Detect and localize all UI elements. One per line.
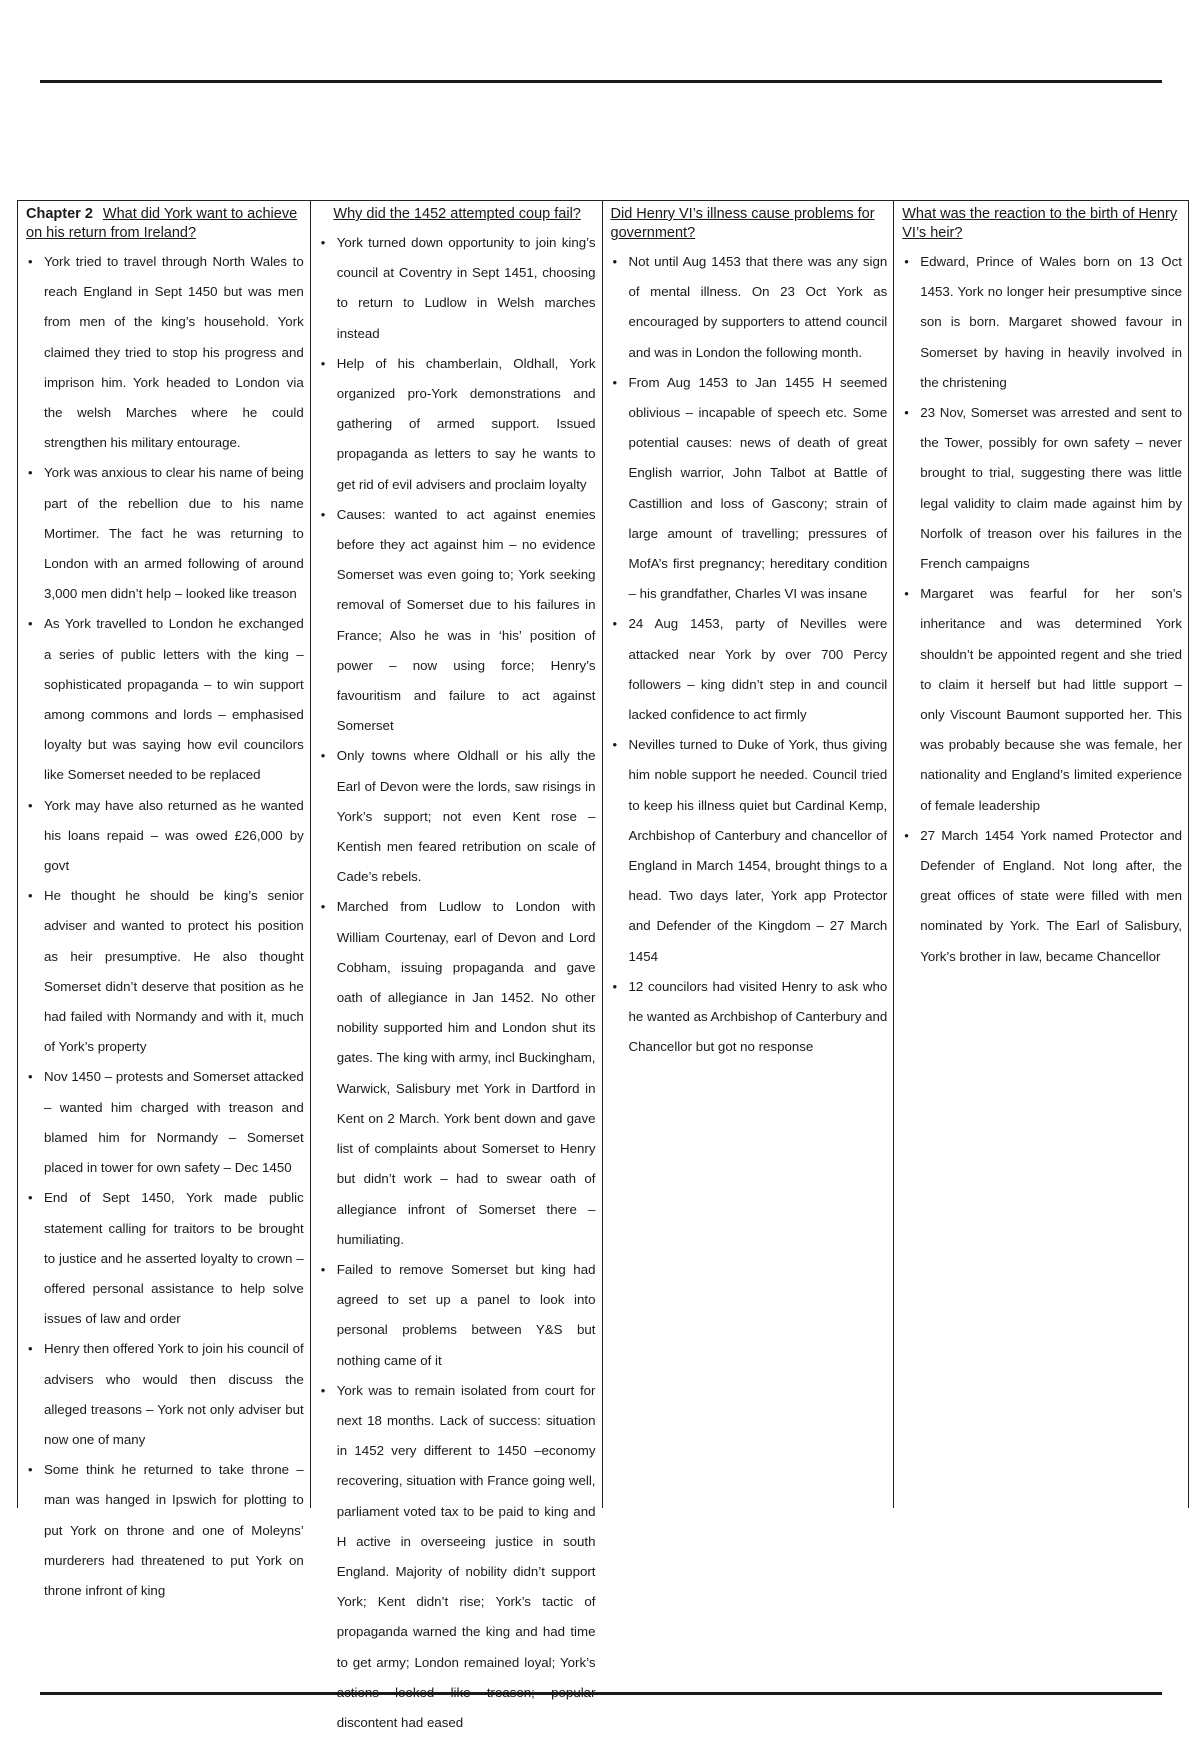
bullet-item: • Help of his chamberlain, Oldhall, York organized pro-York demonstrations and gathering of armed support. Issued propaganda as letters to say he wants to get rid of evil advisers and proclaim loyalty	[319, 349, 596, 500]
bullet-list	[902, 247, 1182, 972]
bullet-list	[26, 247, 304, 1606]
chapter-label: Chapter 2	[26, 206, 93, 222]
bullet-item: • 23 Nov, Somerset was arrested and sent to the Tower, possibly for own safety – never brought to trial, suggesting there was little legal validity to claim made against him by Norfolk of treason over his failures in the French campaigns	[902, 398, 1182, 579]
bullet-item: • York was anxious to clear his name of being part of the rebellion due to his name Mortimer. The fact he was returning to London with an armed following of around 3,000 men didn’t help – looked like treason	[26, 458, 304, 609]
bullet-item: • York was to remain isolated from court for next 18 months. Lack of success: situation in 1452 very different to 1450 –economy recovering, situation with France going well, parliament voted tax to be paid to king and H active in overseeing justice in south England. Majority of nobility didn’t support York; Kent didn’t rise; York’s tactic of propaganda warned the king and had time to get army; London remained loyal; York’s discontent had eased	[319, 1376, 596, 1738]
bullet-item: • Causes: wanted to act against enemies before they act against him – no evidence Somerset was even going to; York seeking removal of Somerset due to his failures in France; Also he was in ‘his’ position of power – now using force; Henry’s favouritism and failure to act against Somerset	[319, 500, 596, 742]
top-rule	[40, 80, 1162, 83]
bullet-item: • 12 councilors had visited Henry to ask who he wanted as Archbishop of Canterbury and Chancellor but got no response	[611, 972, 888, 1063]
bullet-item: • 24 Aug 1453, party of Nevilles were attacked near York by over 700 Percy followers – king didn’t step in and council lacked confidence to act firmly	[611, 609, 888, 730]
bullet-item: • York tried to travel through North Wales to reach England in Sept 1450 but was men from men of the king’s household. York claimed they tried to stop his progress and imprison him. York headed to London via the welsh Marches where he could strengthen his military entourage.	[26, 247, 304, 458]
bullet-item: • York may have also returned as he wanted his loans repaid – was owed £26,000 by govt	[26, 791, 304, 882]
bullet-item: • York turned down opportunity to join king’s council at Coventry in Sept 1451, choosing to return to Ludlow in Welsh marches instead	[319, 228, 596, 349]
heading-text: Did Henry VI’s illness cause problems for government?	[610, 206, 875, 241]
heading-text: What did York want to achieve on his return from Ireland?	[26, 206, 298, 241]
column-heading	[319, 205, 596, 224]
bullet-item: • End of Sept 1450, York made public statement calling for traitors to be brought to justice and he asserted loyalty to crown – offered personal assistance to help solve issues of law and order	[26, 1183, 304, 1334]
bottom-rule	[40, 1692, 1162, 1695]
heading-text: Why did the 1452 attempted coup fail?	[333, 206, 581, 222]
column-york-return	[18, 201, 311, 1598]
bullet-item: • Henry then offered York to join his council of advisers who would then discuss the alleged treasons – York not only adviser but now one of many	[26, 1334, 304, 1455]
bullet-list	[319, 228, 596, 1738]
column-heading	[611, 205, 888, 243]
bullet-item: • Marched from Ludlow to London with William Courtenay, earl of Devon and Lord Cobham, issuing propaganda and gave oath of allegiance in Jan 1452. No other nobility supported him and London shut its gates. The king with army, incl Buckingham, Warwick, Salisbury met York in Dartford in Kent on 2 March. York bent down and gave list of complaints about Somerset to Henry but didn’t work – had to swear oath of allegiance infront of Somerset there – humiliating.	[319, 892, 596, 1254]
bullet-item: • Nov 1450 – protests and Somerset attacked – wanted him charged with treason and blamed him for Normandy – Somerset placed in tower for own safety – Dec 1450	[26, 1062, 304, 1183]
bullet-item: • Some think he returned to take throne – man was hanged in Ipswich for plotting to put York on throne and one of Moleyns’ murderers had threatened to put York on throne infront of king	[26, 1455, 304, 1606]
bullet-item: • As York travelled to London he exchanged a series of public letters with the king – sophisticated propaganda – to win support among commons and lords – emphasised loyalty but was saying how evil councilors like Somerset needed to be replaced	[26, 609, 304, 790]
bullet-item: • Failed to remove Somerset but king had agreed to set up a panel to look into personal problems between Y&S but nothing came of it	[319, 1255, 596, 1376]
bullet-item: • He thought he should be king’s senior adviser and wanted to protect his position as heir presumptive. He also thought Somerset didn’t deserve that position as he had failed with Normandy and with it, much of York’s property	[26, 881, 304, 1062]
bullet-item: • Not until Aug 1453 that there was any sign of mental illness. On 23 Oct York as encouraged by supporters to attend council and was in London the following month.	[611, 247, 888, 368]
bullet-item: • Edward, Prince of Wales born on 13 Oct 1453. York no longer heir presumptive since son is born. Margaret showed favour in Somerset by having in heavily involved in the christening	[902, 247, 1182, 398]
bullet-item: • 27 March 1454 York named Protector and Defender of England. Not long after, the great offices of state were filled with men nominated by York. The Earl of Salisbury, York’s brother in law, became Chancellor	[902, 821, 1182, 972]
notes-table	[17, 200, 1189, 1730]
column-heading	[902, 205, 1182, 243]
heading-text: What was the reaction to the birth of Henry VI’s heir?	[902, 206, 1178, 241]
bullet-item: • Nevilles turned to Duke of York, thus giving him noble support he needed. Council tried to keep his illness quiet but Cardinal Kemp, Archbishop of Canterbury and chancellor of England in March 1454, brought things to a head. Two days later, York app Protector and Defender of the Kingdom – 27 March 1454	[611, 730, 888, 972]
column-henry-illness	[603, 201, 895, 1508]
bullet-list	[611, 247, 888, 1062]
column-heading	[26, 205, 304, 243]
bullet-item: • Only towns where Oldhall or his ally the Earl of Devon were the lords, saw risings in York’s support; not even Kent rose – Kentish men feared retribution on scale of Cade’s rebels.	[319, 741, 596, 892]
column-heir-birth	[894, 201, 1189, 1508]
bullet-item: • From Aug 1453 to Jan 1455 H seemed oblivious – incapable of speech etc. Some potential causes: news of death of great English warrior, John Talbot at Battle of Castillion and loss of Gascony; strain of large amount of travelling; pressures of MofA’s first pregnancy; hereditary condition – his grandfather, Charles VI was insane	[611, 368, 888, 610]
bullet-item: • Margaret was fearful for her son’s inheritance and was determined York shouldn’t be appointed regent and she tried to claim it herself but had little support – only Viscount Baumont supported her. This was probably because she was female, her nationality and England’s limited experience of female leadership	[902, 579, 1182, 821]
column-1452-coup	[311, 201, 603, 1730]
